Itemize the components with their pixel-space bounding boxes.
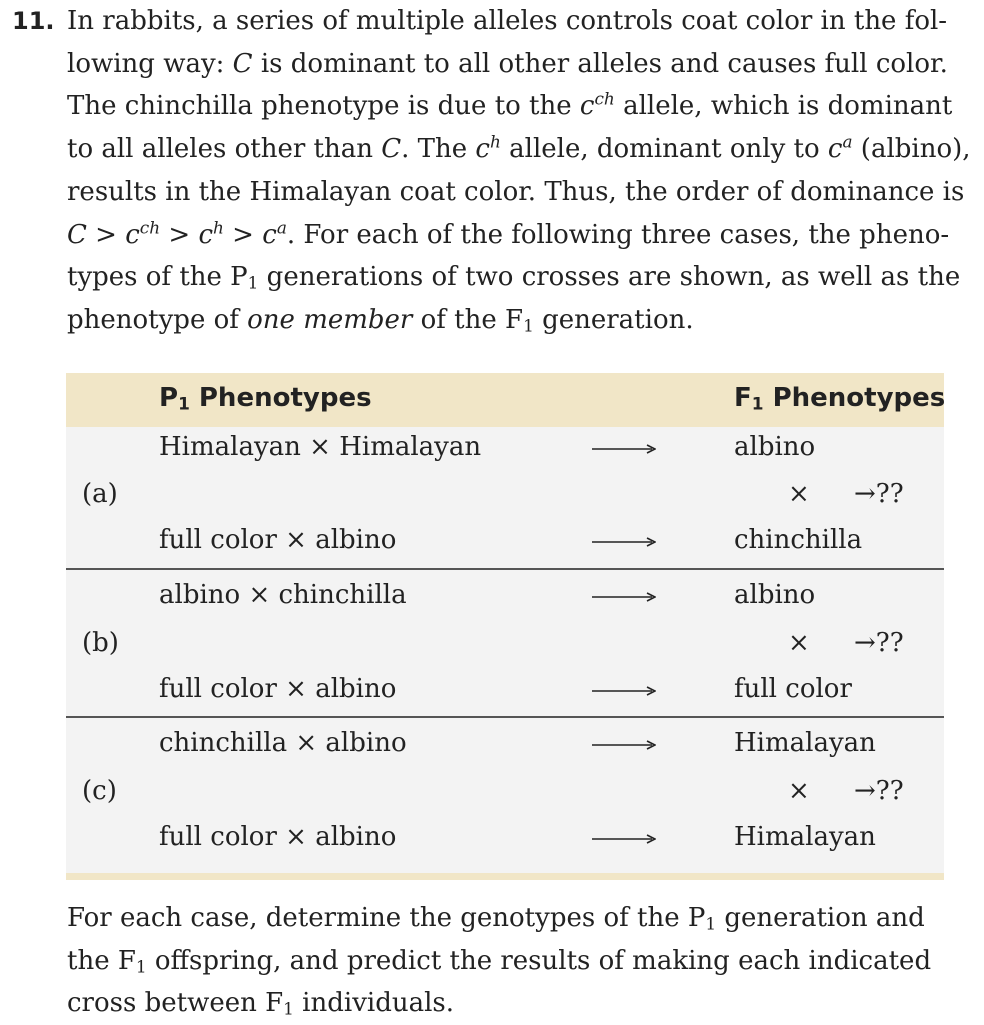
row-divider bbox=[66, 716, 944, 718]
f1-phenotype: albino bbox=[734, 580, 816, 610]
case-label: (c) bbox=[82, 776, 117, 806]
unknown-result: →?? bbox=[854, 479, 904, 509]
p1-cross: Himalayan × Himalayan bbox=[159, 432, 482, 462]
f1-phenotype: Himalayan bbox=[734, 822, 876, 852]
header-f1-phenotypes: $F_1$ Phenotypes bbox=[734, 383, 946, 414]
outro-line-1: For each case, determine the genotypes of the $P_1$ generation and bbox=[67, 903, 925, 934]
f1-phenotype: albino bbox=[734, 432, 816, 462]
p1-cross: full color × albino bbox=[159, 525, 397, 555]
row-divider bbox=[66, 568, 944, 570]
cross-times: × bbox=[788, 776, 810, 806]
cross-times: × bbox=[788, 628, 810, 658]
case-label: (a) bbox=[82, 479, 118, 509]
question-intro bbox=[67, 0, 971, 342]
f1-phenotype: chinchilla bbox=[734, 525, 863, 555]
table-footer-band bbox=[66, 873, 944, 880]
question-outro bbox=[67, 897, 947, 1025]
intro-line-3: The chinchilla phenotype is due to the $c^{ch}$ allele, which is dominant bbox=[67, 89, 953, 122]
outro-line-2: the $F_1$ offspring, and predict the results of making each indicated bbox=[67, 945, 932, 977]
intro-line-8: phenotype of one member of the $F_1$ generation. bbox=[67, 304, 694, 336]
cross-arrow bbox=[592, 686, 656, 696]
cross-times: × bbox=[788, 479, 810, 509]
cross-arrow bbox=[592, 740, 656, 750]
f1-phenotype: full color bbox=[734, 674, 852, 704]
p1-cross: full color × albino bbox=[159, 822, 397, 852]
intro-line-7: types of the $P_1$ generations of two crosses are shown, as well as the bbox=[67, 262, 961, 293]
intro-line-1: In rabbits, a series of multiple alleles controls coat color in the fol- bbox=[67, 6, 948, 36]
case-label: (b) bbox=[82, 628, 119, 658]
p1-cross: chinchilla × albino bbox=[159, 728, 407, 758]
cross-arrow bbox=[592, 592, 656, 602]
p1-cross: albino × chinchilla bbox=[159, 580, 407, 610]
outro-line-3: cross between $F_1$ individuals. bbox=[67, 988, 455, 1020]
p1-cross: full color × albino bbox=[159, 674, 397, 704]
intro-line-5: results in the Himalayan coat color. Thus, the order of dominance is bbox=[67, 176, 965, 207]
intro-line-2: lowing way: C is dominant to all other alleles and causes full color. bbox=[67, 48, 948, 79]
intro-line-6: $C > c^{ch} > c^h > c^a$. For each of the following three cases, the pheno- bbox=[67, 217, 950, 250]
intro-line-4: to all alleles other than C. The $c^h$ allele, dominant only to $c^a$ (albino), bbox=[67, 131, 971, 165]
unknown-result: →?? bbox=[854, 776, 904, 806]
f1-phenotype: Himalayan bbox=[734, 728, 876, 758]
cross-arrow bbox=[592, 537, 656, 547]
question-number: 11. bbox=[12, 7, 55, 35]
cross-arrow bbox=[592, 834, 656, 844]
unknown-result: →?? bbox=[854, 628, 904, 658]
cross-arrow bbox=[592, 444, 656, 454]
phenotype-table bbox=[66, 373, 944, 877]
header-p1-phenotypes: $P_1$ Phenotypes bbox=[159, 383, 372, 414]
